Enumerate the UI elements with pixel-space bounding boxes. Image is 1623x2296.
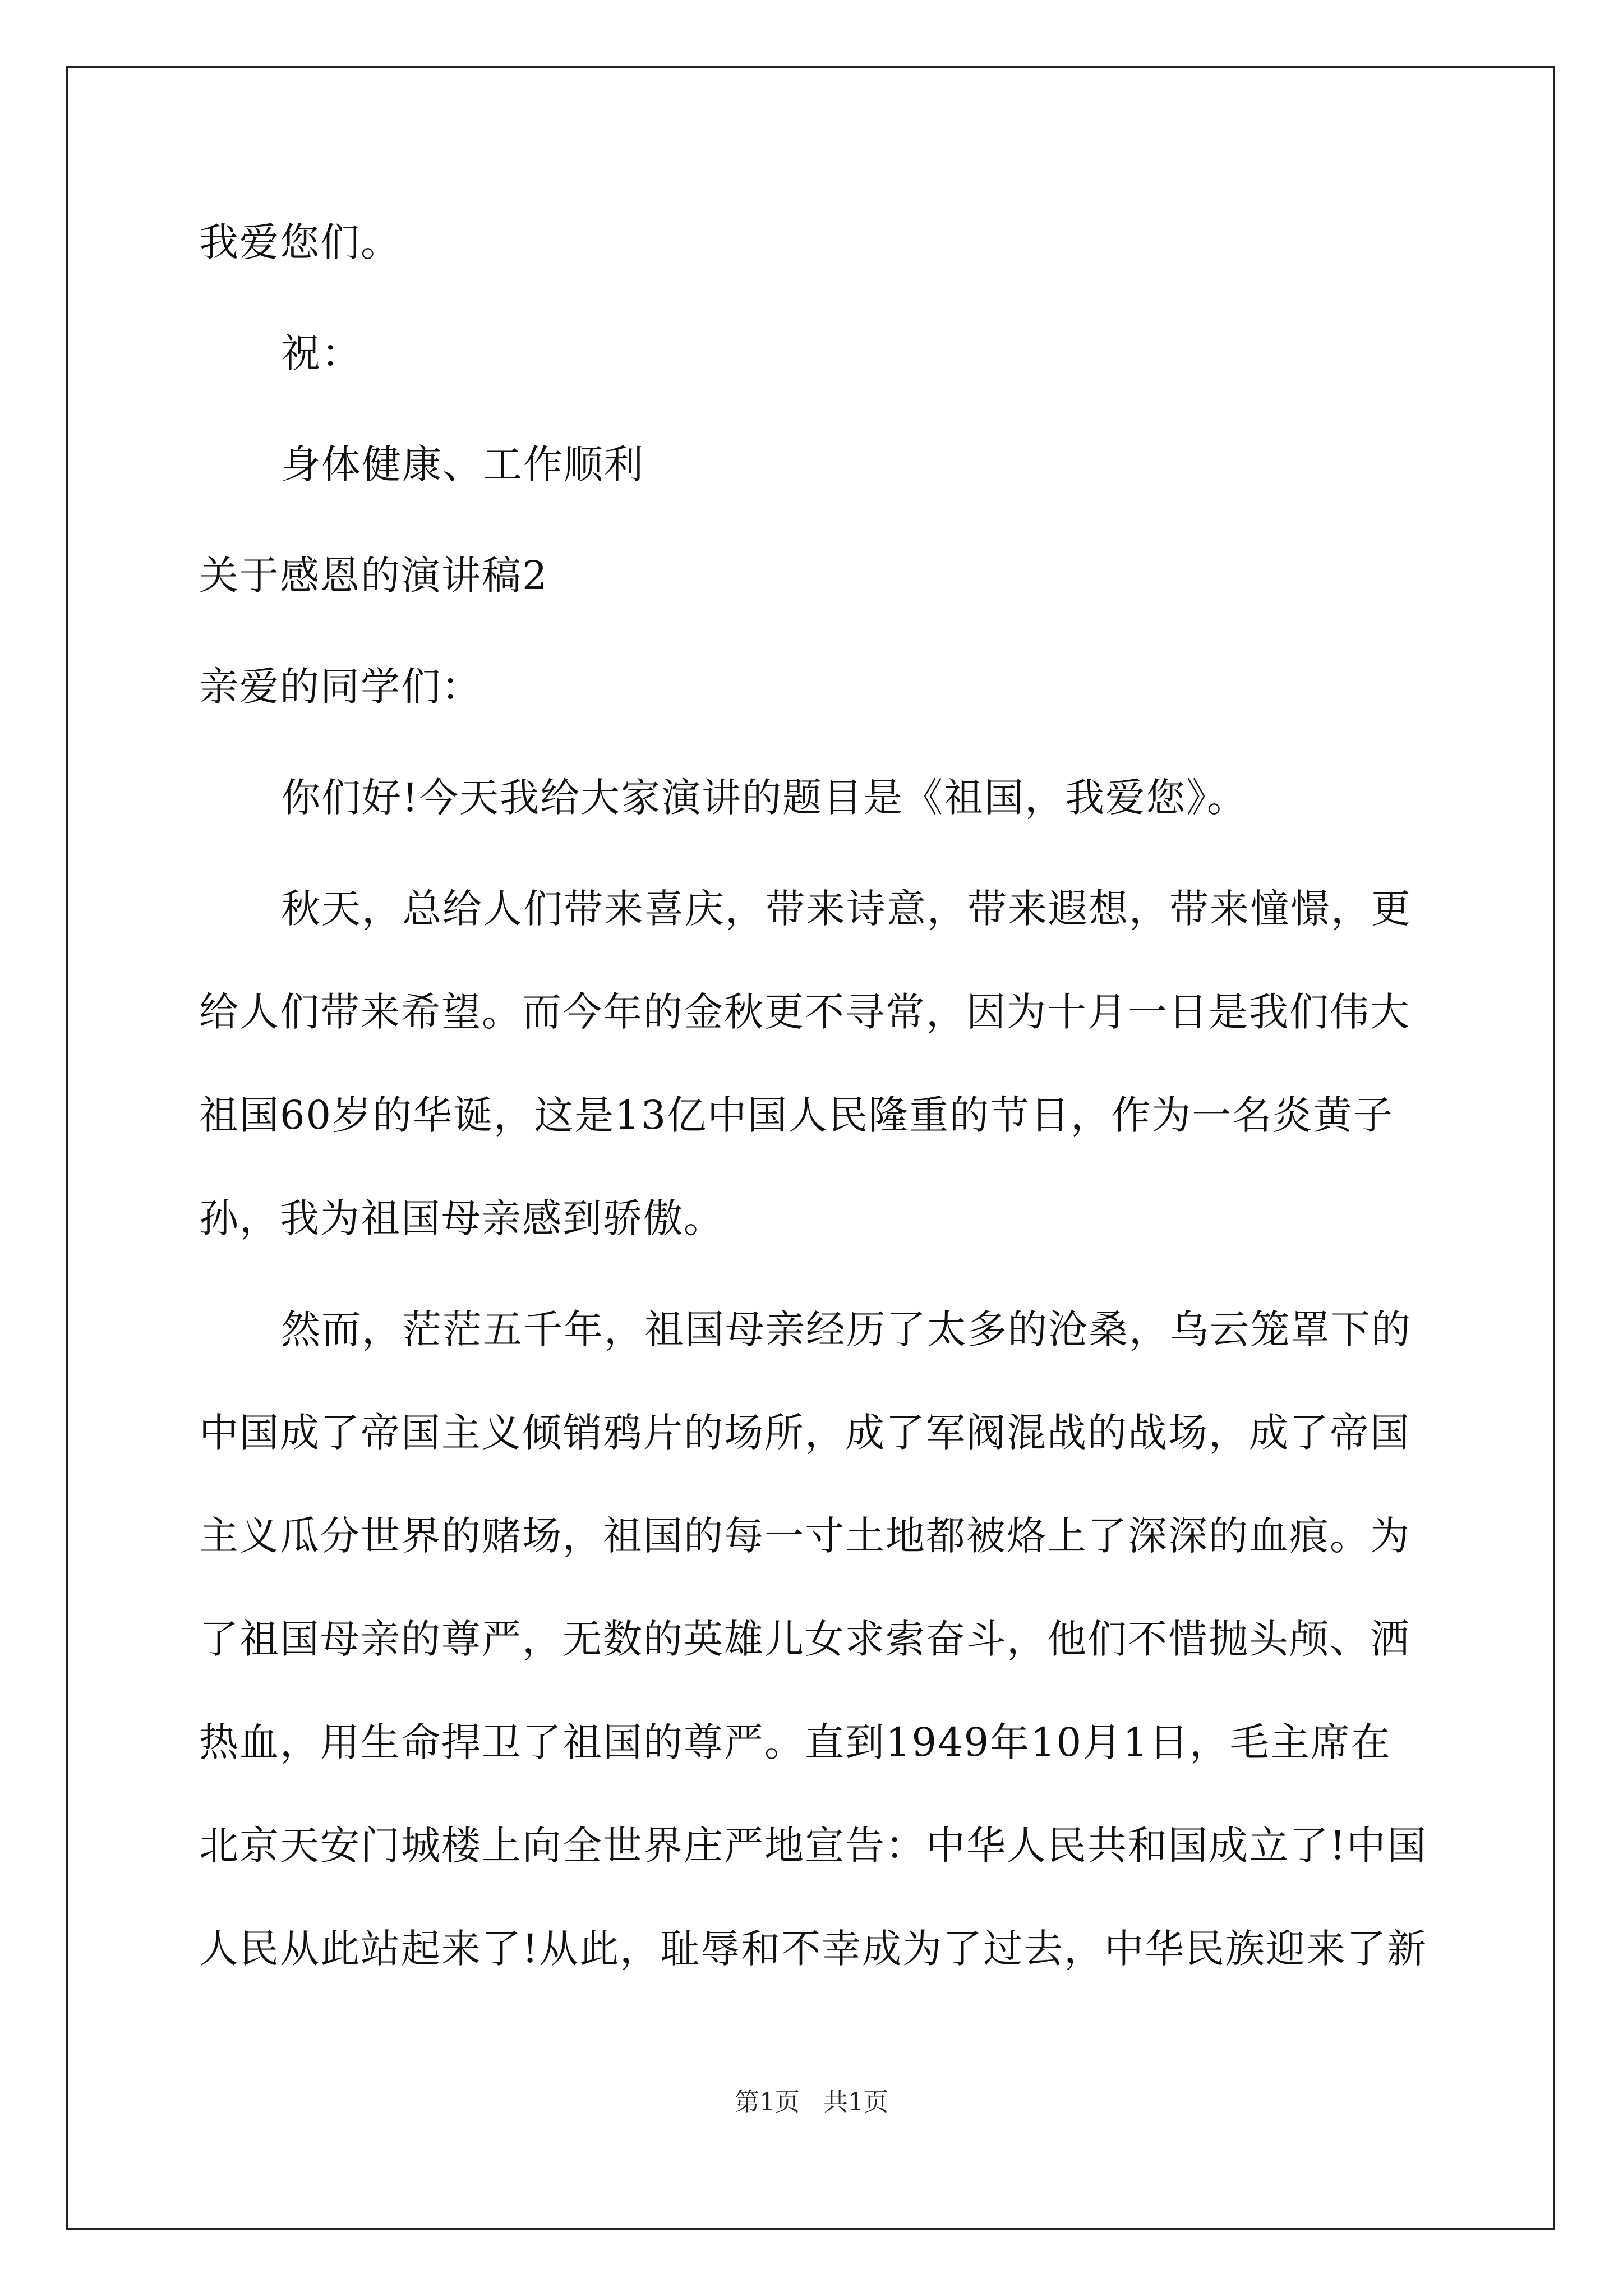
- greeting-line: 祝：: [281, 330, 362, 376]
- document-body: [199, 215, 1431, 2025]
- wish-line: 身体健康、工作顺利: [281, 441, 644, 487]
- text-line: 我爱您们。: [199, 219, 401, 265]
- paragraph-line: 主义瓜分世界的赌场，祖国的每一寸土地都被烙上了深深的血痕。为: [199, 1513, 1410, 1559]
- paragraph-line: 了祖国母亲的尊严，无数的英雄儿女求索奋斗，他们不惜抛头颅、洒: [199, 1616, 1410, 1662]
- paragraph-line: 秋天，总给人们带来喜庆，带来诗意，带来遐想，带来憧憬，更: [281, 886, 1412, 932]
- paragraph-line: 人民从此站起来了!从此，耻辱和不幸成为了过去，中华民族迎来了新: [199, 1926, 1428, 1972]
- paragraph-line: 北京天安门城楼上向全世界庄严地宣告：中华人民共和国成立了!中国: [199, 1823, 1428, 1869]
- paragraph-line: 你们好!今天我给大家演讲的题目是《祖国，我爱您》。: [281, 775, 1248, 821]
- paragraph-line: 孙，我为祖国母亲感到骄傲。: [199, 1195, 724, 1241]
- paragraph-line: 然而，茫茫五千年，祖国母亲经历了太多的沧桑，乌云笼罩下的: [281, 1306, 1412, 1352]
- section-title: 关于感恩的演讲稿2: [199, 553, 548, 599]
- salutation: 亲爱的同学们：: [199, 664, 482, 710]
- paragraph-line: 中国成了帝国主义倾销鸦片的场所，成了军阀混战的战场，成了帝国: [199, 1410, 1410, 1456]
- paragraph-line: 祖国60岁的华诞，这是13亿中国人民隆重的节日，作为一名炎黄子: [199, 1092, 1394, 1138]
- page-footer: 第1页 共1页: [735, 2088, 888, 2116]
- paragraph-line: 给人们带来希望。而今年的金秋更不寻常，因为十月一日是我们伟大: [199, 989, 1410, 1035]
- paragraph-line: 热血，用生命捍卫了祖国的尊严。直到1949年10月1日，毛主席在: [199, 1719, 1391, 1765]
